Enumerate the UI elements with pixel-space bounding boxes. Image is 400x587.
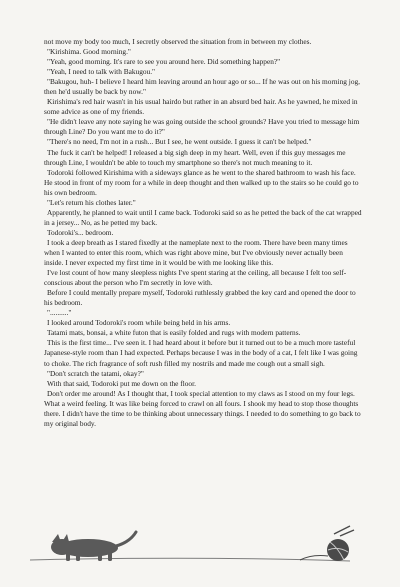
paragraph: "He didn't leave any note saying he was going outside the school grounds? Have you tried to message him through Line? Do you want me to do it?" — [44, 117, 360, 137]
yarn-ball-icon — [300, 526, 354, 561]
paragraph: Apparently, he planned to wait until I came back. Todoroki said so as he petted the back of the cat wrapped in a jersey... No, as he petted my back. — [44, 207, 362, 227]
body-text — [44, 37, 362, 429]
paragraph: "Bakugou, huh- I believe I heard him leaving around an hour ago or so... If he was out on his morning jog, then he'd usually be back by now." — [44, 77, 360, 97]
paragraph: "Yeah, I need to talk with Bakugou." — [47, 67, 156, 77]
paragraph: Kirishima's red hair wasn't in his usual hairdo but rather in an absurd bed hair. As he yawned, he mixed in some advice as one of my friends. — [44, 97, 358, 117]
paragraph: I took a deep breath as I stared fixedly at the nameplate next to the room. There have been many times when I wanted to enter this room, which was right above mine, but I've obviously never actually been inside. I never expected my first time in it would be with me looking like this. — [44, 237, 348, 268]
paragraph: Todoroki's... bedroom. — [47, 227, 114, 237]
paragraph: not move my body too much, I secretly observed the situation from in between my clothes. — [44, 37, 312, 46]
paragraph: Don't order me around! As I thought that, I took special attention to my claws as I stood on my four legs. What a weird feeling. It was like being forced to crawl on all fours. I shook my head to stop those thoughts there. I didn't have the time to be thinking about unnecessary things. I needed to do something to go back to my original body. — [44, 388, 361, 428]
footer-decoration — [0, 520, 400, 587]
paragraph: "Let's return his clothes later." — [47, 197, 136, 207]
paragraph: I looked around Todoroki's room while being held in his arms. — [47, 318, 231, 328]
paragraph: Todoroki followed Kirishima with a sideways glance as he went to the shared bathroom to wash his face. He stood in front of my room for a while in deep thought and then walked up to the stairs so he could go to his own bedroom. — [44, 167, 359, 197]
cat-silhouette-icon — [51, 532, 136, 561]
paragraph: "Don't scratch the tatami, okay?" — [47, 368, 144, 378]
paragraph: "There's no need, I'm not in a rush... But I see, he went outside. I guess it can't be helped." — [47, 137, 312, 147]
paragraph: "Yeah, good morning. It's rare to see you around here. Did something happen?" — [47, 57, 281, 67]
paragraph: I've lost count of how many sleepless nights I've spent staring at the ceiling, all because I felt too self-conscious about the person who I'm secretly in love with. — [44, 268, 347, 288]
paragraph: ".........." — [47, 308, 72, 318]
paragraph: Tatami mats, bonsai, a white futon that is easily folded and rugs with modern patterns. — [47, 328, 301, 338]
paragraph: With that said, Todoroki put me down on the floor. — [47, 378, 196, 388]
paragraph: The fuck it can't be helped! I released a big sigh deep in my heart. Well, even if this guy messages me through Line, I wouldn't be able to touch my smartphone so there's not much meaning to it. — [44, 147, 346, 167]
paragraph: Before I could mentally prepare myself, Todoroki ruthlessly grabbed the key card and opened the door to his bedroom. — [44, 288, 356, 308]
paragraph: "Kirishima. Good morning." — [47, 47, 131, 57]
paragraph: This is the first time... I've seen it. I had heard about it before but it turned out to be a much more tasteful Japanese-style room than I had expected. Perhaps because I was in the body of a cat, I felt like I was going to choke. The rich fragrance of soft rush filled my nostrils and made me cough out a small sigh. — [44, 338, 358, 368]
